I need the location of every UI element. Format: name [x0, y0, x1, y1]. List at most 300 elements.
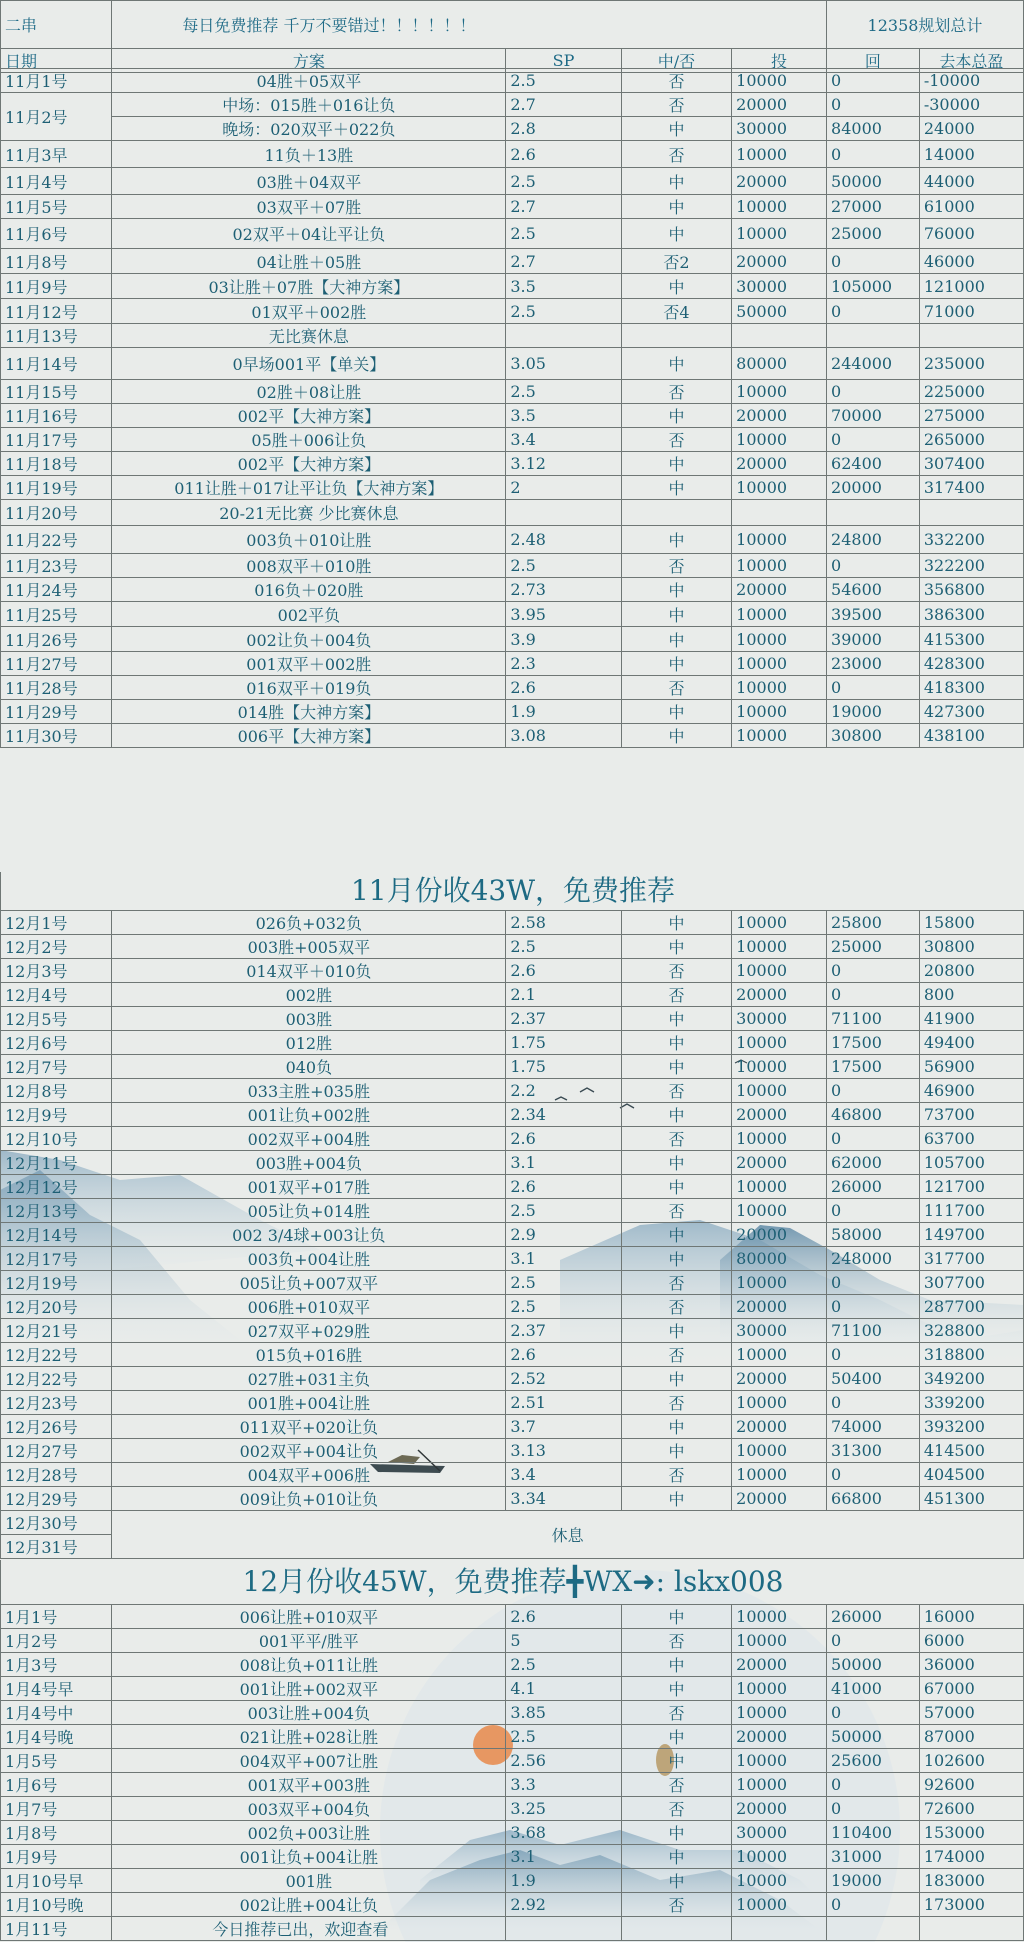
- bet-cell: 10000: [732, 1893, 827, 1917]
- table-row: [1, 526, 1024, 554]
- sp-cell: 2: [506, 476, 622, 500]
- bet-cell: [732, 324, 827, 348]
- date-cell: 11月30号: [1, 724, 112, 748]
- bet-cell: 10000: [732, 1749, 827, 1773]
- sp-cell: 2.6: [506, 1175, 622, 1199]
- plan-cell: 05胜＋006让负: [112, 428, 506, 452]
- return-cell: [827, 500, 920, 526]
- plan-cell: 026负+032负: [112, 911, 506, 935]
- total-cell: 393200: [919, 1415, 1023, 1439]
- total-cell: 36000: [919, 1653, 1023, 1677]
- result-cell: 否: [621, 141, 731, 168]
- result-cell: 否: [621, 1127, 731, 1151]
- total-cell: 41900: [919, 1007, 1023, 1031]
- return-cell: 70000: [827, 404, 920, 428]
- table-row: [1, 1797, 1024, 1821]
- rest-cell: 休息: [112, 1511, 1024, 1559]
- table-row: [1, 1007, 1024, 1031]
- bet-cell: 20000: [732, 1653, 827, 1677]
- date-cell: 1月10号晚: [1, 1893, 112, 1917]
- total-cell: 339200: [919, 1391, 1023, 1415]
- date-cell: 11月1号: [1, 69, 112, 93]
- bet-cell: 10000: [732, 1031, 827, 1055]
- plan-cell: 001双平＋002胜: [112, 652, 506, 676]
- return-cell: 0: [827, 93, 920, 117]
- date-cell: 11月19号: [1, 476, 112, 500]
- plan-cell: 008双平＋010胜: [112, 554, 506, 578]
- table-row: [1, 380, 1024, 404]
- plan-cell: 015负+016胜: [112, 1343, 506, 1367]
- sp-cell: 2.5: [506, 380, 622, 404]
- return-cell: 74000: [827, 1415, 920, 1439]
- sp-cell: 2.5: [506, 219, 622, 249]
- result-cell: 否: [621, 1629, 731, 1653]
- return-cell: 0: [827, 1463, 920, 1487]
- page-title: 每日免费推荐 千万不要错过！！！！！！: [112, 1, 827, 49]
- return-cell: 244000: [827, 348, 920, 380]
- plan-cell: 今日推荐已出，欢迎查看: [112, 1917, 506, 1941]
- table-row: [1, 117, 1024, 141]
- sp-cell: 2.58: [506, 911, 622, 935]
- result-cell: 中: [621, 1605, 731, 1629]
- total-cell: 14000: [919, 141, 1023, 168]
- table-row: [1, 602, 1024, 627]
- result-cell: 否: [621, 1199, 731, 1223]
- bet-cell: 10000: [732, 1773, 827, 1797]
- plan-cell: 003双平+004负: [112, 1797, 506, 1821]
- result-cell: 否4: [621, 299, 731, 324]
- table-row: [1, 935, 1024, 959]
- total-cell: 427300: [919, 700, 1023, 724]
- date-cell: 12月30号: [1, 1511, 112, 1535]
- date-cell: 11月12号: [1, 299, 112, 324]
- date-cell: 12月3号: [1, 959, 112, 983]
- bet-cell: 20000: [732, 1295, 827, 1319]
- table-row: [1, 1869, 1024, 1893]
- bet-cell: [732, 500, 827, 526]
- sp-cell: 1.75: [506, 1031, 622, 1055]
- total-cell: 63700: [919, 1127, 1023, 1151]
- return-cell: 50000: [827, 168, 920, 195]
- bet-cell: 20000: [732, 1487, 827, 1511]
- plan-cell: 005让负+007双平: [112, 1271, 506, 1295]
- return-cell: 110400: [827, 1821, 920, 1845]
- bet-cell: 10000: [732, 1677, 827, 1701]
- dec-summary-banner: 12月份收45W，免费推荐╋WX➜: lskx008: [0, 1560, 1024, 1604]
- date-cell: 1月7号: [1, 1797, 112, 1821]
- table-row: [1, 1151, 1024, 1175]
- date-cell: 11月23号: [1, 554, 112, 578]
- bet-cell: 10000: [732, 1439, 827, 1463]
- total-cell: 30800: [919, 935, 1023, 959]
- total-cell: -10000: [919, 69, 1023, 93]
- table-row: [1, 93, 1024, 117]
- table-row: [1, 1677, 1024, 1701]
- bet-cell: 20000: [732, 1415, 827, 1439]
- sp-cell: 2.52: [506, 1367, 622, 1391]
- return-cell: 0: [827, 1773, 920, 1797]
- total-cell: 92600: [919, 1773, 1023, 1797]
- total-cell: 317700: [919, 1247, 1023, 1271]
- table-row: [1, 219, 1024, 249]
- total-cell: 105700: [919, 1151, 1023, 1175]
- date-cell: 12月29号: [1, 1487, 112, 1511]
- return-cell: 39500: [827, 602, 920, 627]
- sp-cell: 4.1: [506, 1677, 622, 1701]
- sp-cell: 2.5: [506, 1199, 622, 1223]
- date-cell: 1月4号中: [1, 1701, 112, 1725]
- date-cell: 1月6号: [1, 1773, 112, 1797]
- date-cell: 11月27号: [1, 652, 112, 676]
- sp-cell: 3.9: [506, 627, 622, 652]
- result-cell: [621, 500, 731, 526]
- bet-cell: 20000: [732, 578, 827, 602]
- plan-cell: 03胜＋04双平: [112, 168, 506, 195]
- plan-cell: 011双平+020让负: [112, 1415, 506, 1439]
- bet-cell: 30000: [732, 274, 827, 299]
- return-cell: 62400: [827, 452, 920, 476]
- plan-cell: 003负+004让胜: [112, 1247, 506, 1271]
- table-row: [1, 1079, 1024, 1103]
- table-row: [1, 1487, 1024, 1511]
- result-cell: 中: [621, 627, 731, 652]
- plan-cell: 002 3/4球+003让负: [112, 1223, 506, 1247]
- plan-cell: 003胜+005双平: [112, 935, 506, 959]
- bet-cell: 10000: [732, 554, 827, 578]
- plan-cell: 014胜【大神方案】: [112, 700, 506, 724]
- empty-cell: [621, 1917, 731, 1941]
- plan-cell: 021让胜+028让胜: [112, 1725, 506, 1749]
- total-cell: 20800: [919, 959, 1023, 983]
- sp-cell: 2.6: [506, 1343, 622, 1367]
- bet-cell: 10000: [732, 700, 827, 724]
- total-cell: 67000: [919, 1677, 1023, 1701]
- result-cell: 否: [621, 959, 731, 983]
- return-cell: 19000: [827, 700, 920, 724]
- date-cell: 12月21号: [1, 1319, 112, 1343]
- bet-cell: 10000: [732, 219, 827, 249]
- sp-cell: 3.1: [506, 1845, 622, 1869]
- date-cell: 11月16号: [1, 404, 112, 428]
- result-cell: 中: [621, 404, 731, 428]
- return-cell: 0: [827, 1391, 920, 1415]
- result-cell: 否: [621, 1797, 731, 1821]
- plan-cell: 中场：015胜＋016让负: [112, 93, 506, 117]
- table-row: [1, 69, 1024, 93]
- total-cell: 149700: [919, 1223, 1023, 1247]
- bet-cell: 10000: [732, 1701, 827, 1725]
- return-cell: 0: [827, 380, 920, 404]
- sp-cell: 5: [506, 1629, 622, 1653]
- date-cell: 11月14号: [1, 348, 112, 380]
- date-cell: 1月5号: [1, 1749, 112, 1773]
- total-cell: 438100: [919, 724, 1023, 748]
- sp-cell: 3.1: [506, 1151, 622, 1175]
- bet-cell: 10000: [732, 911, 827, 935]
- sp-cell: 3.4: [506, 1463, 622, 1487]
- total-cell: 71000: [919, 299, 1023, 324]
- table-row: [1, 452, 1024, 476]
- date-cell: 12月27号: [1, 1439, 112, 1463]
- table-row: [1, 1439, 1024, 1463]
- date-cell: 11月2号: [1, 93, 112, 141]
- total-cell: 428300: [919, 652, 1023, 676]
- date-cell: 1月10号早: [1, 1869, 112, 1893]
- bet-cell: 10000: [732, 69, 827, 93]
- total-cell: 318800: [919, 1343, 1023, 1367]
- return-cell: 66800: [827, 1487, 920, 1511]
- plan-cell: 001双平+017胜: [112, 1175, 506, 1199]
- sp-cell: 2.6: [506, 959, 622, 983]
- plan-cell: 008让负+011让胜: [112, 1653, 506, 1677]
- table-row: [1, 1893, 1024, 1917]
- total-cell: 415300: [919, 627, 1023, 652]
- table-row: [1, 1295, 1024, 1319]
- plan-cell: 004双平+006胜: [112, 1463, 506, 1487]
- result-cell: 中: [621, 1319, 731, 1343]
- return-cell: 17500: [827, 1055, 920, 1079]
- date-cell: 12月17号: [1, 1247, 112, 1271]
- return-cell: 25000: [827, 935, 920, 959]
- table-row: [1, 1701, 1024, 1725]
- return-cell: 0: [827, 959, 920, 983]
- table-row: [1, 1511, 1024, 1535]
- total-cell: 121700: [919, 1175, 1023, 1199]
- plan-cell: 晚场：020双平＋022负: [112, 117, 506, 141]
- nov-table: [0, 68, 1024, 748]
- date-cell: 12月20号: [1, 1295, 112, 1319]
- return-cell: 84000: [827, 117, 920, 141]
- result-cell: 中: [621, 652, 731, 676]
- total-cell: 328800: [919, 1319, 1023, 1343]
- table-row: [1, 1463, 1024, 1487]
- result-cell: 中: [621, 476, 731, 500]
- col-header-sp: SP: [506, 49, 621, 73]
- table-row: [1, 627, 1024, 652]
- bet-cell: 30000: [732, 1007, 827, 1031]
- return-cell: 0: [827, 1079, 920, 1103]
- total-cell: 800: [919, 983, 1023, 1007]
- result-cell: 中: [621, 602, 731, 627]
- bet-cell: 30000: [732, 117, 827, 141]
- bet-cell: 20000: [732, 1725, 827, 1749]
- return-cell: 23000: [827, 652, 920, 676]
- empty-cell: [919, 1917, 1023, 1941]
- plan-cell: 005让负+014胜: [112, 1199, 506, 1223]
- return-cell: 0: [827, 1893, 920, 1917]
- return-cell: 54600: [827, 578, 920, 602]
- result-cell: 中: [621, 1223, 731, 1247]
- return-cell: 26000: [827, 1175, 920, 1199]
- date-cell: 12月9号: [1, 1103, 112, 1127]
- total-cell: 235000: [919, 348, 1023, 380]
- plan-cell: 011让胜＋017让平让负【大神方案】: [112, 476, 506, 500]
- sp-cell: 2.6: [506, 1605, 622, 1629]
- sp-cell: 3.4: [506, 428, 622, 452]
- date-cell: 11月15号: [1, 380, 112, 404]
- total-cell: 307700: [919, 1271, 1023, 1295]
- date-cell: 11月3早: [1, 141, 112, 168]
- plan-cell: 003胜: [112, 1007, 506, 1031]
- date-cell: 12月14号: [1, 1223, 112, 1247]
- date-cell: 11月24号: [1, 578, 112, 602]
- table-row: [1, 1917, 1024, 1941]
- bet-cell: 10000: [732, 476, 827, 500]
- result-cell: 中: [621, 219, 731, 249]
- date-cell: 1月8号: [1, 1821, 112, 1845]
- result-cell: 否: [621, 1343, 731, 1367]
- total-cell: 225000: [919, 380, 1023, 404]
- result-cell: 否2: [621, 249, 731, 274]
- sp-cell: 2.8: [506, 117, 622, 141]
- return-cell: 46800: [827, 1103, 920, 1127]
- bet-cell: 20000: [732, 1223, 827, 1247]
- total-cell: 265000: [919, 428, 1023, 452]
- result-cell: 中: [621, 1415, 731, 1439]
- bet-cell: 80000: [732, 348, 827, 380]
- result-cell: 否: [621, 1701, 731, 1725]
- col-header-date: 日期: [1, 49, 112, 73]
- bet-cell: 20000: [732, 983, 827, 1007]
- result-cell: 中: [621, 1175, 731, 1199]
- result-cell: 中: [621, 1055, 731, 1079]
- date-cell: 12月6号: [1, 1031, 112, 1055]
- total-cell: 102600: [919, 1749, 1023, 1773]
- plan-cell: 无比赛休息: [112, 324, 506, 348]
- return-cell: 71100: [827, 1319, 920, 1343]
- bet-cell: 80000: [732, 1247, 827, 1271]
- plan-cell: 11负＋13胜: [112, 141, 506, 168]
- table-row: [1, 1199, 1024, 1223]
- plan-cell: 001胜: [112, 1869, 506, 1893]
- table-row: [1, 1103, 1024, 1127]
- bet-cell: 10000: [732, 1055, 827, 1079]
- return-cell: 50000: [827, 1725, 920, 1749]
- sp-cell: 3.5: [506, 274, 622, 299]
- bet-cell: 10000: [732, 1391, 827, 1415]
- sp-cell: 2.56: [506, 1749, 622, 1773]
- date-cell: 12月11号: [1, 1151, 112, 1175]
- sp-cell: 2.2: [506, 1079, 622, 1103]
- table-row: [1, 959, 1024, 983]
- bet-cell: 10000: [732, 1175, 827, 1199]
- sp-cell: 3.3: [506, 1773, 622, 1797]
- total-cell: 183000: [919, 1869, 1023, 1893]
- result-cell: 否: [621, 554, 731, 578]
- date-cell: 11月20号: [1, 500, 112, 526]
- return-cell: 31000: [827, 1845, 920, 1869]
- result-cell: 否: [621, 983, 731, 1007]
- date-cell: 1月1号: [1, 1605, 112, 1629]
- sp-cell: 2.5: [506, 554, 622, 578]
- sp-cell: 2.9: [506, 1223, 622, 1247]
- return-cell: 25600: [827, 1749, 920, 1773]
- total-cell: 307400: [919, 452, 1023, 476]
- table-row: [1, 1845, 1024, 1869]
- result-cell: 中: [621, 348, 731, 380]
- result-cell: 中: [621, 1031, 731, 1055]
- plan-cell: 04让胜＋05胜: [112, 249, 506, 274]
- total-cell: 49400: [919, 1031, 1023, 1055]
- total-cell: 56900: [919, 1055, 1023, 1079]
- result-cell: 中: [621, 1869, 731, 1893]
- nov-summary-banner: 11月份收43W，免费推荐: [0, 872, 1024, 910]
- sp-cell: 2.6: [506, 141, 622, 168]
- total-cell: 121000: [919, 274, 1023, 299]
- result-cell: 中: [621, 1821, 731, 1845]
- date-cell: 1月9号: [1, 1845, 112, 1869]
- sp-cell: 2.6: [506, 676, 622, 700]
- total-cell: 451300: [919, 1487, 1023, 1511]
- dec-table: [0, 910, 1024, 1559]
- plan-cell: 03双平＋07胜: [112, 195, 506, 219]
- plan-cell: 001平平/胜平: [112, 1629, 506, 1653]
- table-row: [1, 404, 1024, 428]
- total-cell: 174000: [919, 1845, 1023, 1869]
- result-cell: 中: [621, 1247, 731, 1271]
- sp-cell: 2.48: [506, 526, 622, 554]
- date-cell: 12月2号: [1, 935, 112, 959]
- return-cell: 71100: [827, 1007, 920, 1031]
- bet-cell: 20000: [732, 452, 827, 476]
- total-cell: 173000: [919, 1893, 1023, 1917]
- date-cell: 12月31号: [1, 1535, 112, 1559]
- plan-cell: 04胜＋05双平: [112, 69, 506, 93]
- plan-cell: 001双平+003胜: [112, 1773, 506, 1797]
- return-cell: 0: [827, 554, 920, 578]
- result-cell: 中: [621, 700, 731, 724]
- return-cell: 25800: [827, 911, 920, 935]
- table-row: [1, 1175, 1024, 1199]
- total-cell: 349200: [919, 1367, 1023, 1391]
- total-cell: 72600: [919, 1797, 1023, 1821]
- table-row: [1, 1821, 1024, 1845]
- date-cell: 12月12号: [1, 1175, 112, 1199]
- date-cell: 11月29号: [1, 700, 112, 724]
- plan-cell: 009让负+010让负: [112, 1487, 506, 1511]
- table-row: [1, 249, 1024, 274]
- sp-cell: 2.5: [506, 1725, 622, 1749]
- plan-cell: 002负+003让胜: [112, 1821, 506, 1845]
- plan-cell: 003胜+004负: [112, 1151, 506, 1175]
- bet-cell: 30000: [732, 1821, 827, 1845]
- table-row: [1, 1055, 1024, 1079]
- plan-cell: 003负＋010让胜: [112, 526, 506, 554]
- result-cell: 中: [621, 1749, 731, 1773]
- return-cell: 27000: [827, 195, 920, 219]
- date-cell: 1月4号晚: [1, 1725, 112, 1749]
- date-cell: 11月4号: [1, 168, 112, 195]
- result-cell: 否: [621, 1893, 731, 1917]
- date-cell: 11月13号: [1, 324, 112, 348]
- col-header-plan: 方案: [112, 49, 506, 73]
- plan-cell: 004双平+007让胜: [112, 1749, 506, 1773]
- bet-cell: 20000: [732, 1103, 827, 1127]
- plan-cell: 016双平＋019负: [112, 676, 506, 700]
- bet-cell: 10000: [732, 380, 827, 404]
- date-cell: 12月7号: [1, 1055, 112, 1079]
- plan-cell: 014双平＋010负: [112, 959, 506, 983]
- bet-cell: 10000: [732, 1127, 827, 1151]
- total-cell: 15800: [919, 911, 1023, 935]
- table-row: [1, 1343, 1024, 1367]
- bet-cell: 10000: [732, 141, 827, 168]
- return-cell: 0: [827, 299, 920, 324]
- plan-cell: 002双平+004胜: [112, 1127, 506, 1151]
- total-cell: 317400: [919, 476, 1023, 500]
- result-cell: 中: [621, 1725, 731, 1749]
- return-cell: 0: [827, 249, 920, 274]
